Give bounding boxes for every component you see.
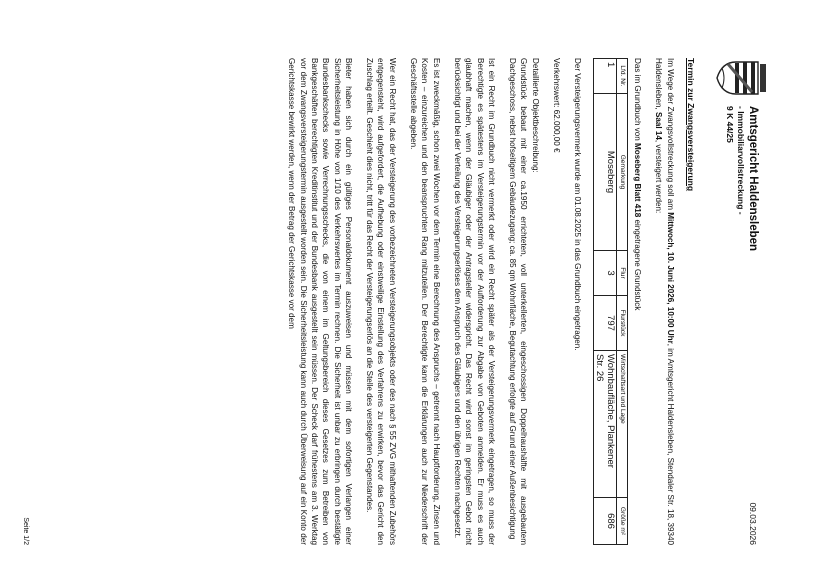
cell-flurstueck: 797 xyxy=(594,296,617,351)
cell-groesse: 686 xyxy=(594,498,617,545)
document-date: 09.03.2026 xyxy=(748,502,758,545)
cell-nr: 1 xyxy=(594,59,617,94)
intro-text-3: , versteigert werden: xyxy=(654,139,664,214)
cell-wirtschaftsart xyxy=(594,351,617,498)
page-number: Seite 1/2 xyxy=(22,517,30,545)
cell-flur: 3 xyxy=(594,251,617,296)
col-wirtschaftsart: Wirtschaftsart und Lage xyxy=(617,351,628,498)
rights-paragraph: Ist ein Recht im Grundbuch nicht vermerkt oder wird ein Recht später als der Versteigerungsvermerk eingetragen, so muss der Berechtigte es spätestens im Versteigerungstermin vor der Aufforderung zur Abgabe von Geboten anmelden. Er muss es auch glaubhaft machen, wenn der Gläubiger oder der Antragsteller widerspricht. Das Recht wird sonst im geringsten Gebot nicht berücksichtigt und bei der Verteilung des Versteigerungserlöses dem Anspruch des Gläubigers und den übrigen Rechten nachgesetzt. xyxy=(452,58,496,545)
auction-room: Saal 14 xyxy=(654,112,664,140)
registration-note: Der Versteigerungsvermerk wurde am 01.08.2025 in das Grundbuch eingetragen. xyxy=(573,58,583,351)
table-header-row xyxy=(617,59,628,545)
market-value: Verkehrswert: 62.000,00 € xyxy=(552,58,562,153)
file-number: 9 K 44/25 xyxy=(725,106,735,143)
court-name: Amtsgericht Haldensleben xyxy=(747,106,759,252)
registry-sheet: Moseberg Blatt 418 xyxy=(633,143,643,218)
registry-text-1: Das im Grundbuch von xyxy=(633,58,643,144)
section-title: Termin zur Zwangsversteigerung xyxy=(686,58,696,192)
object-description xyxy=(507,58,541,545)
cell-lage-line-1: Wohnbaufläche, Plankener xyxy=(605,354,617,468)
claims-paragraph: Es ist zweckmäßig, schon zwei Wochen vor dem Termin eine Berechnung des Anspruchs – getrennt nach Hauptforderung, Zinsen und Kosten – einzureichen und den beanspruchten Rang mitzuteilen. Der Berechtigte kann die Erklärungen auch zur Niederschrift der Geschäftsstelle abgeben. xyxy=(409,58,441,545)
bidders-paragraph: Bieter haben sich durch ein gültiges Personaldokument auszuweisen und müssen mit dem sofortigen Verlangen einer Sicherheitsleistung in Höhe von 1/10 des Verkehrswertes im Termin rechnen. Die Sicherheit ist unbar zu erbringen durch bestätigte Bundesbankschecks sowie Verrechnungsschecks, die von einem im Geltungsbereich dieses Gesetzes zum Betreiben von Bankgeschäften berechtigten Kreditinstitut und der Bundesbank ausgestellt sein müssen. Der Scheck darf frühestens am 3. Werktag vor dem Zwangsversteigerungstermin ausgestellt worden sein. Die Sicherheitsleistung kann auch durch Überweisung auf ein Konto der Gerichtskasse bewirkt werden, wenn der Betrag der Gerichtskasse vor dem xyxy=(287,58,353,545)
land-registry-line xyxy=(632,58,643,545)
col-groesse: Größe m² xyxy=(617,498,628,545)
saxony-anhalt-coat-of-arms-icon xyxy=(716,58,766,98)
table-row xyxy=(594,59,617,545)
description-text: Grundstück bebaut mit einer ca.1950 errichteten, voll unterkellerten, eingeschossigen Doppelhaushälfte mit ausgebautem Dachgeschoss, nebst hofseitigem Gebäudezugang; ca. 85 qm Wohnfläche, Begutachtung erfolgte auf Grund einer Außenbesichtigung xyxy=(508,58,529,545)
cell-gemarkung: Moseberg xyxy=(594,94,617,251)
intro-text-2: , im Amtsgericht Haldensleben, Stendaler Str. 18, 39340 Haldensleben, xyxy=(654,58,675,545)
col-flur: Flur xyxy=(617,251,628,296)
col-gemarkung: Gemarkung xyxy=(617,94,628,251)
col-lfd-nr: Lfd. Nr. xyxy=(617,59,628,94)
court-department: - Immobiliarvollstreckung - xyxy=(736,106,746,215)
cell-lage-line-2: Str. 26 xyxy=(594,354,606,382)
col-flurstueck: Flurstück xyxy=(617,296,628,351)
auction-announcement xyxy=(653,58,676,545)
intro-text-1: Im Wege der Zwangsvollstreckung soll am xyxy=(665,58,675,213)
court-block xyxy=(716,58,762,251)
description-label: Detaillierte Objektbeschreibung: xyxy=(530,58,540,173)
auction-datetime: Mittwoch, 10. Juni 2026, 10:00 Uhr xyxy=(665,212,675,344)
registry-text-2: eingetragene Grundstück xyxy=(633,217,643,311)
property-table xyxy=(593,58,628,545)
letterhead xyxy=(702,58,762,545)
objection-paragraph: Wer ein Recht hat, das der Versteigerung des vorbezeichneten Versteigerungsobjekts oder des nach § 55 ZVG mithaftenden Zubehörs entgegensteht, wird aufgefordert, die Aufhebung oder einstweilige Einstellung des Verfahrens zu erwirken, bevor das Gericht den Zuschlag erteilt. Geschieht dies nicht, tritt für das Recht der Versteigerungserlös an die Stelle des versteigerten Gegenstandes. xyxy=(365,58,397,545)
